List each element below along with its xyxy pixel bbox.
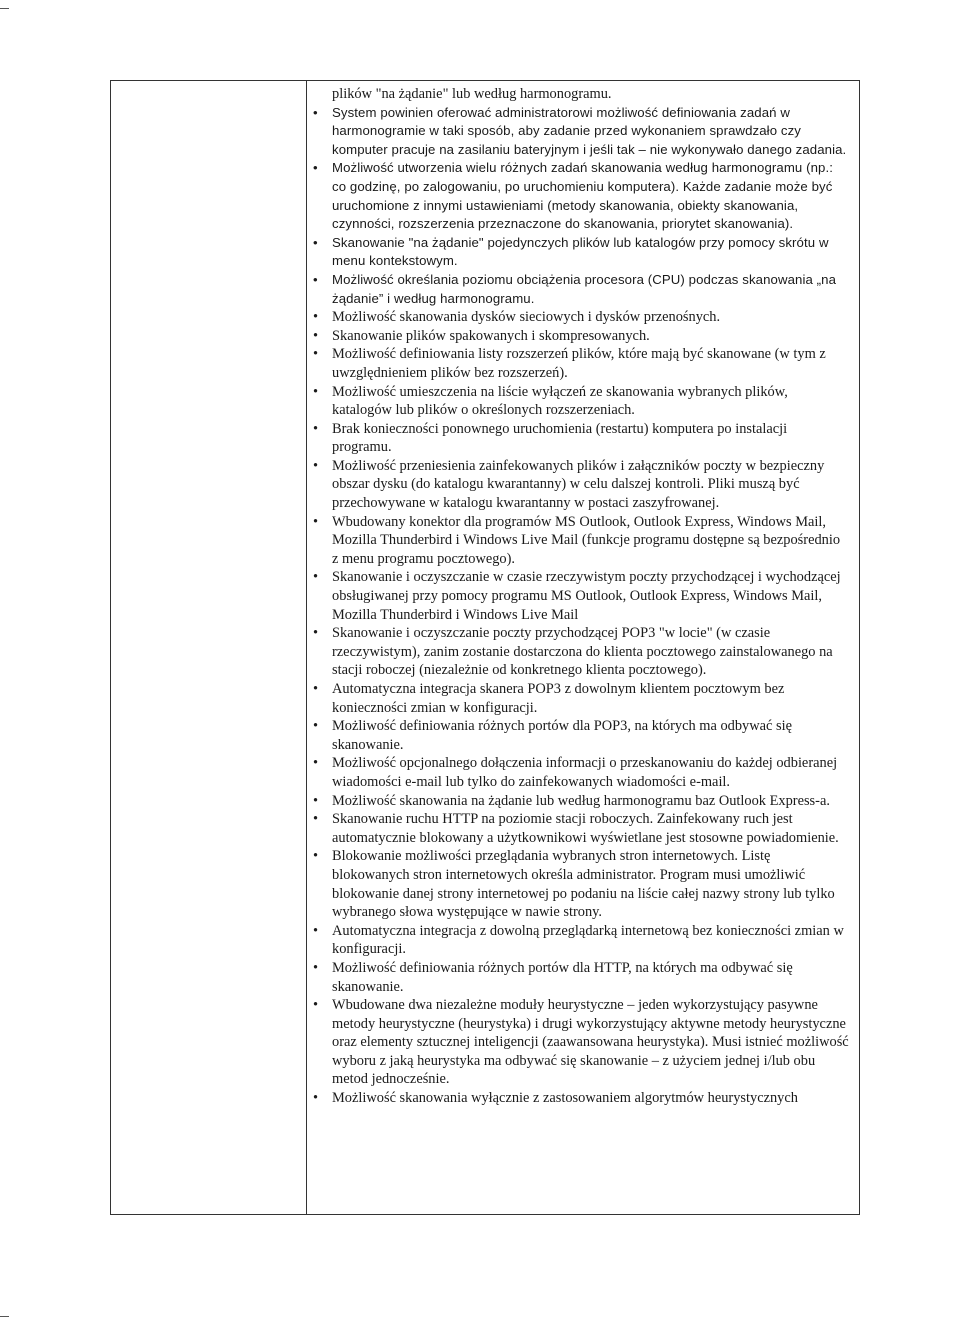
- list-item: • Możliwość definiowania listy rozszerzeń plików, które mają być skanowane (w tym z uwzględnieniem plików bez rozszerzeń).: [323, 345, 849, 382]
- list-item: • Skanowanie i oczyszczanie w czasie rzeczywistym poczty przychodzącej i wychodzącej obsługiwanej przy pomocy programu MS Outlook, Outlook Express, Windows Mail, Mozilla Thunderbird i Windows Live Mail: [323, 568, 849, 624]
- list-item: • Brak konieczności ponownego uruchomienia (restartu) komputera po instalacji programu.: [323, 420, 849, 457]
- list-item: • System powinien oferować administratorowi możliwość definiowania zadań w harmonogramie w taki sposób, aby zadanie przed wykonaniem sprawdzało czy komputer pracuje na zasilaniu bateryjnym i jeśli tak – nie wykonywało danego zadania.: [323, 104, 849, 160]
- requirements-list: [323, 104, 849, 1108]
- list-item: • Blokowanie możliwości przeglądania wybranych stron internetowych. Listę blokowanych stron internetowych określa administrator. Program musi umożliwić blokowanie danej strony internetowej po podaniu na liście całej nazwy strony lub tylko wybranego słowa występujące w nawie strony.: [323, 847, 849, 921]
- list-item: • Możliwość przeniesienia zainfekowanych plików i załączników poczty w bezpieczny obszar dysku (do katalogu kwarantanny) w celu dalszej kontroli. Pliki muszą być przechowywane w katalogu kwarantanny w postaci zaszyfrowanej.: [323, 457, 849, 513]
- table-right-column: [308, 81, 859, 1214]
- list-item: • Możliwość określania poziomu obciążenia procesora (CPU) podczas skanowania „na żądanie” i według harmonogramu.: [323, 271, 849, 308]
- list-item: • Możliwość skanowania dysków sieciowych i dysków przenośnych.: [323, 308, 849, 327]
- table-left-column: [111, 81, 307, 1214]
- list-item: • Możliwość opcjonalnego dołączenia informacji o przeskanowaniu do każdej odbieranej wiadomości e-mail lub tylko do zainfekowanych wiadomości e-mail.: [323, 754, 849, 791]
- list-item: • Możliwość skanowania wyłącznie z zastosowaniem algorytmów heurystycznych: [323, 1089, 849, 1108]
- list-item: • Możliwość skanowania na żądanie lub według harmonogramu baz Outlook Express-a.: [323, 792, 849, 811]
- scan-edge-mark-top: [0, 8, 9, 9]
- list-item: • Możliwość definiowania różnych portów dla POP3, na których ma odbywać się skanowanie.: [323, 717, 849, 754]
- list-item: • Możliwość utworzenia wielu różnych zadań skanowania według harmonogramu (np.: co godzinę, po zalogowaniu, po uruchomieniu komputera). Każde zadanie może być uruchomione z innymi ustawieniami (metody skanowania, obiekty skanowania, czynności, rozszerzenia przeznaczone do skanowania, priorytet skanowania).: [323, 159, 849, 233]
- list-item: • Automatyczna integracja z dowolną przeglądarką internetową bez konieczności zmian w konfiguracji.: [323, 922, 849, 959]
- list-item: • Możliwość definiowania różnych portów dla HTTP, na których ma odbywać się skanowanie.: [323, 959, 849, 996]
- continued-text: plików "na żądanie" lub według harmonogramu.: [332, 86, 612, 102]
- list-item: • Automatyczna integracja skanera POP3 z dowolnym klientem pocztowym bez konieczności zmian w konfiguracji.: [323, 680, 849, 717]
- list-item: • Skanowanie i oczyszczanie poczty przychodzącej POP3 "w locie" (w czasie rzeczywistym), zanim zostanie dostarczona do klienta pocztowego zainstalowanego na stacji roboczej (niezależnie od konkretnego klienta pocztowego).: [323, 624, 849, 680]
- list-item: • Skanowanie plików spakowanych i skompresowanych.: [323, 327, 849, 346]
- requirements-table: [110, 80, 860, 1215]
- list-item: • Wbudowany konektor dla programów MS Outlook, Outlook Express, Windows Mail, Mozilla Thunderbird i Windows Live Mail (funkcje programu dostępne są bezpośrednio z menu programu pocztowego).: [323, 513, 849, 569]
- list-item: • Skanowanie "na żądanie" pojedynczych plików lub katalogów przy pomocy skrótu w menu kontekstowym.: [323, 234, 849, 271]
- list-item: • Możliwość umieszczenia na liście wyłączeń ze skanowania wybranych plików, katalogów lub plików o określonych rozszerzeniach.: [323, 383, 849, 420]
- list-item: • Skanowanie ruchu HTTP na poziomie stacji roboczych. Zainfekowany ruch jest automatycznie blokowany a użytkownikowi wyświetlane jest stosowne powiadomienie.: [323, 810, 849, 847]
- scan-edge-mark-bottom: [0, 1316, 9, 1317]
- list-item: • Wbudowane dwa niezależne moduły heurystyczne – jeden wykorzystujący pasywne metody heurystyczne (heurystyka) i drugi wykorzystujący aktywne metody heurystyczne oraz elementy sztucznej inteligencji (zaawansowana heurystyka). Musi istnieć możliwość wyboru z jaką heurystyka ma odbywać się skanowanie – z użyciem jednej i/lub obu metod jednocześnie.: [323, 996, 849, 1089]
